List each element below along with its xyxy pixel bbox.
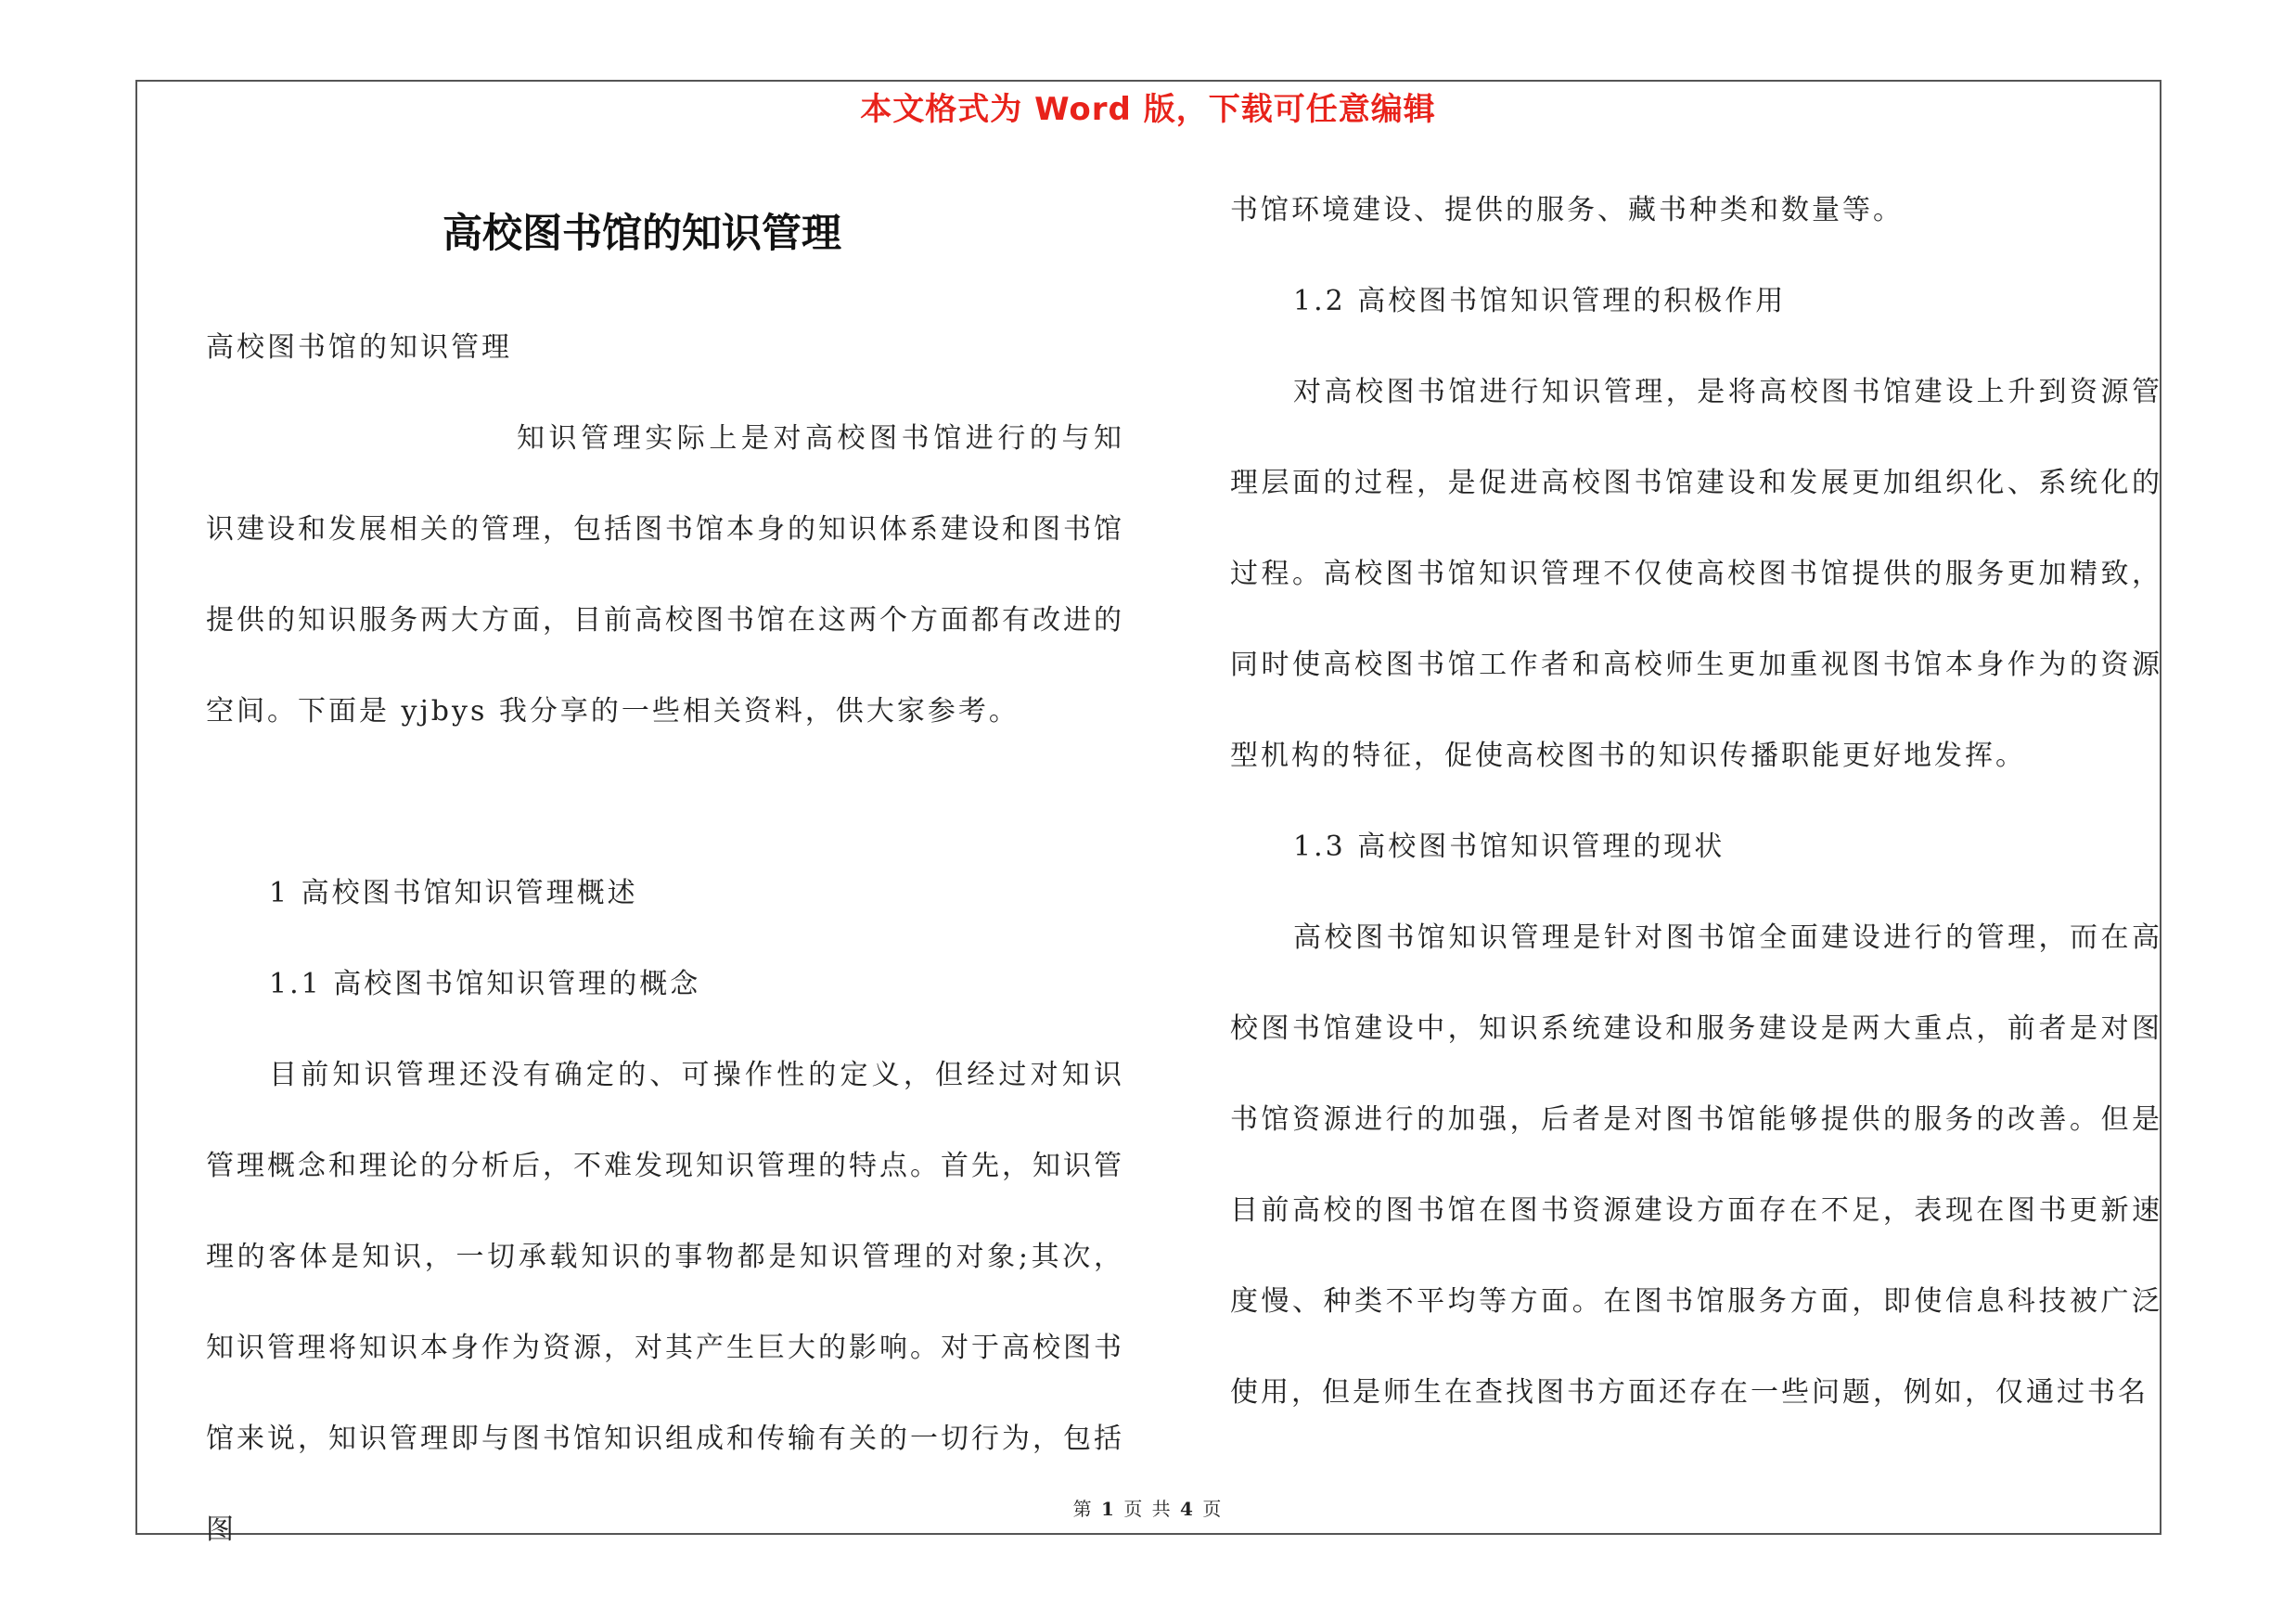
body-paragraph: 目前知识管理还没有确定的、可操作性的定义，但经过对知识管理概念和理论的分析后，不难发现知识管理的特点。首先，知识管理的客体是知识，一切承载知识的事物都是知识管理的对象;其次，知识管理将知识本身作为资源，对其产生巨大的影响。对于高校图书馆来说，知识管理即与图书馆知识组成和传输有关的一切行为，包括图 — [206, 1059, 1124, 1546]
continued-paragraph: 书馆环境建设、提供的服务、藏书种类和数量等。 — [1230, 194, 1904, 226]
page-footer — [0, 1496, 2296, 1522]
format-notice-banner: 本文格式为 Word 版，下载可任意编辑 — [860, 91, 1436, 128]
intro-paragraph: 知识管理实际上是对高校图书馆进行的与知识建设和发展相关的管理，包括图书馆本身的知识体系建设和图书馆提供的知识服务两大方面，目前高校图书馆在这两个方面都有改进的空间。下面是 yjbys 我分享的一些相关资料，供大家参考。 — [206, 422, 1124, 728]
section-heading-1-3: 1.3 高校图书馆知识管理的现状 — [1293, 831, 1725, 863]
section-heading-1-2: 1.2 高校图书馆知识管理的积极作用 — [1293, 285, 1787, 317]
body-paragraph: 对高校图书馆进行知识管理，是将高校图书馆建设上升到资源管理层面的过程，是促进高校图书馆建设和发展更加组织化、系统化的过程。高校图书馆知识管理不仅使高校图书馆提供的服务更加精致，同时使高校图书馆工作者和高校师生更加重视图书馆本身作为的资源型机构的特征，促使高校图书的知识传播职能更好地发挥。 — [1230, 376, 2162, 772]
section-heading-1: 1 高校图书馆知识管理概述 — [269, 877, 638, 909]
footer-suffix: 页 — [1202, 1498, 1224, 1520]
footer-prefix: 第 — [1072, 1498, 1094, 1520]
total-pages-number: 4 — [1180, 1498, 1195, 1520]
right-column — [1230, 165, 2162, 1438]
current-page-number: 1 — [1101, 1498, 1116, 1520]
footer-middle: 页 共 — [1123, 1498, 1173, 1520]
document-title: 高校图书馆的知识管理 — [443, 211, 841, 257]
section-heading-1-1: 1.1 高校图书馆知识管理的概念 — [269, 968, 701, 1000]
left-column — [206, 303, 1124, 1576]
subtitle-line: 高校图书馆的知识管理 — [206, 331, 512, 364]
body-paragraph: 高校图书馆知识管理是针对图书馆全面建设进行的管理，而在高校图书馆建设中，知识系统建设和服务建设是两大重点，前者是对图书馆资源进行的加强，后者是对图书馆能够提供的服务的改善。但是目前高校的图书馆在图书资源建设方面存在不足，表现在图书更新速度慢、种类不平均等方面。在图书馆服务方面，即使信息科技被广泛使用，但是师生在查找图书方面还存在一些问题，例如，仅通过书名 — [1230, 921, 2162, 1409]
spacer — [206, 757, 1124, 848]
